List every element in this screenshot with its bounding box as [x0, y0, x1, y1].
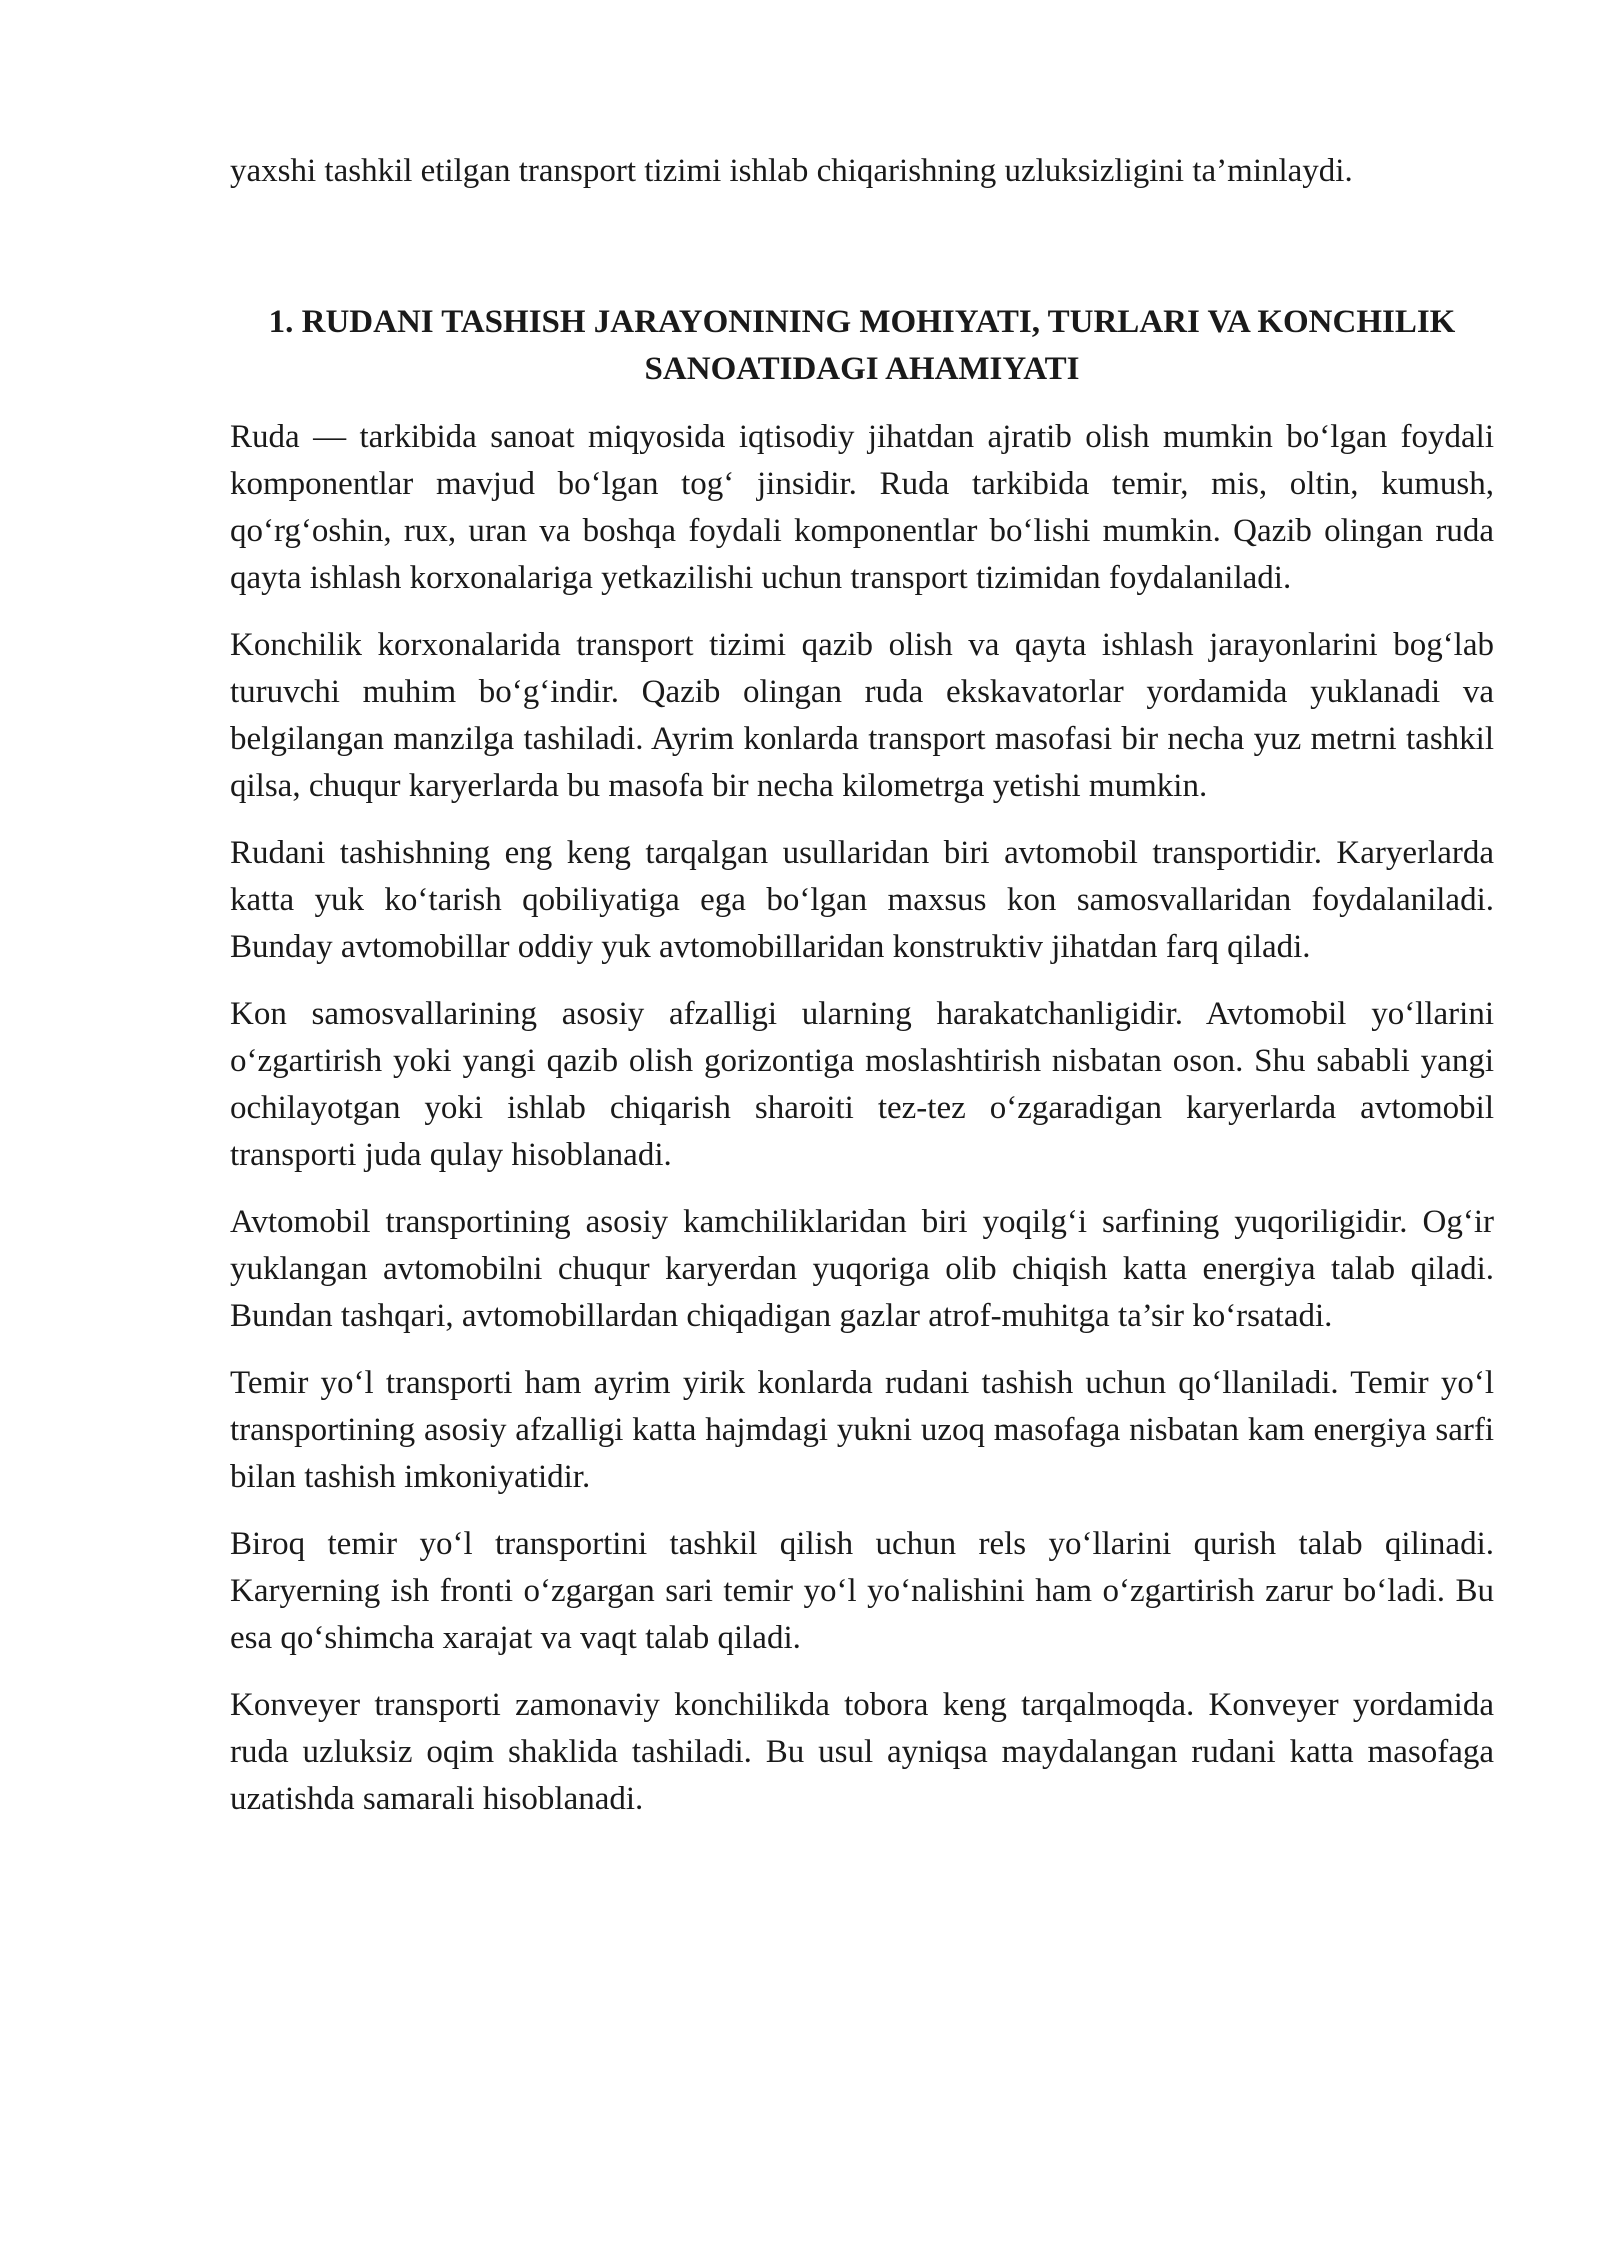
paragraph-rail-drawbacks: Biroq temir yo‘l transportini tashkil qilish uchun rels yo‘llarini qurish talab qilinadi. Karyerning ish fronti o‘zgargan sari temir yo‘l yo‘nalishini ham o‘zgartirish zarur bo‘ladi. Bu esa qo‘shimcha xarajat va vaqt talab qiladi.	[230, 1526, 1494, 1656]
paragraph-ruda-definition: Ruda — tarkibida sanoat miqyosida iqtisodiy jihatdan ajratib olish mumkin bo‘lgan foydali komponentlar mavjud bo‘lgan tog‘ jinsidir. Ruda tarkibida temir, mis, oltin, kumush, qo‘rg‘oshin, rux, uran va boshqa foydali komponentlar bo‘lishi mumkin. Qazib olingan ruda qayta ishlash korxonalariga yetkazilishi uchun transport tizimidan foydalaniladi.	[230, 419, 1494, 596]
paragraph-conveyor-transport: Konveyer transporti zamonaviy konchilikda tobora keng tarqalmoqda. Konveyer yordamida ruda uzluksiz oqim shaklida tashiladi. Bu usul ayniqsa maydalangan rudani katta masofaga uzatishda samarali hisoblanadi.	[230, 1687, 1494, 1817]
paragraph-rail-transport: Temir yo‘l transporti ham ayrim yirik konlarda rudani tashish uchun qo‘llaniladi. Temir yo‘l transportining asosiy afzalligi katta hajmdagi yukni uzoq masofaga nisbatan kam energiya sarfi bilan tashish imkoniyatidir.	[230, 1365, 1494, 1495]
paragraph-road-transport: Rudani tashishning eng keng tarqalgan usullaridan biri avtomobil transportidir. Karyerlarda katta yuk ko‘tarish qobiliyatiga ega bo‘lgan maxsus kon samosvallaridan foydalaniladi. Bunday avtomobillar oddiy yuk avtomobillaridan konstruktiv jihatdan farq qiladi.	[230, 835, 1494, 965]
document-page	[230, 148, 1494, 1843]
paragraph-dump-truck-advantages: Kon samosvallarining asosiy afzalligi ularning harakatchanligidir. Avtomobil yo‘llarini o‘zgartirish yoki yangi qazib olish gorizontiga moslashtirish nisbatan oson. Shu sababli yangi ochilayotgan yoki ishlab chiqarish sharoiti tez-tez o‘zgaradigan karyerlarda avtomobil transporti juda qulay hisoblanadi.	[230, 996, 1494, 1173]
intro-paragraph: yaxshi tashkil etilgan transport tizimi ishlab chiqarishning uzluksizligini ta’minlaydi.	[230, 153, 1353, 189]
section-heading: 1. RUDANI TASHISH JARAYONINING MOHIYATI, TURLARI VA KONCHILIK SANOATIDAGI AHAMIYATI	[268, 304, 1456, 387]
paragraph-transport-system: Konchilik korxonalarida transport tizimi qazib olish va qayta ishlash jarayonlarini bog‘lab turuvchi muhim bo‘g‘indir. Qazib olingan ruda ekskavatorlar yordamida yuklanadi va belgilangan manzilga tashiladi. Ayrim konlarda transport masofasi bir necha yuz metrni tashkil qilsa, chuqur karyerlarda bu masofa bir necha kilometrga yetishi mumkin.	[230, 627, 1494, 804]
paragraph-road-transport-drawbacks: Avtomobil transportining asosiy kamchiliklaridan biri yoqilg‘i sarfining yuqoriligidir. Og‘ir yuklangan avtomobilni chuqur karyerdan yuqoriga olib chiqish katta energiya talab qiladi. Bundan tashqari, avtomobillardan chiqadigan gazlar atrof-muhitga ta’sir ko‘rsatadi.	[230, 1204, 1494, 1334]
